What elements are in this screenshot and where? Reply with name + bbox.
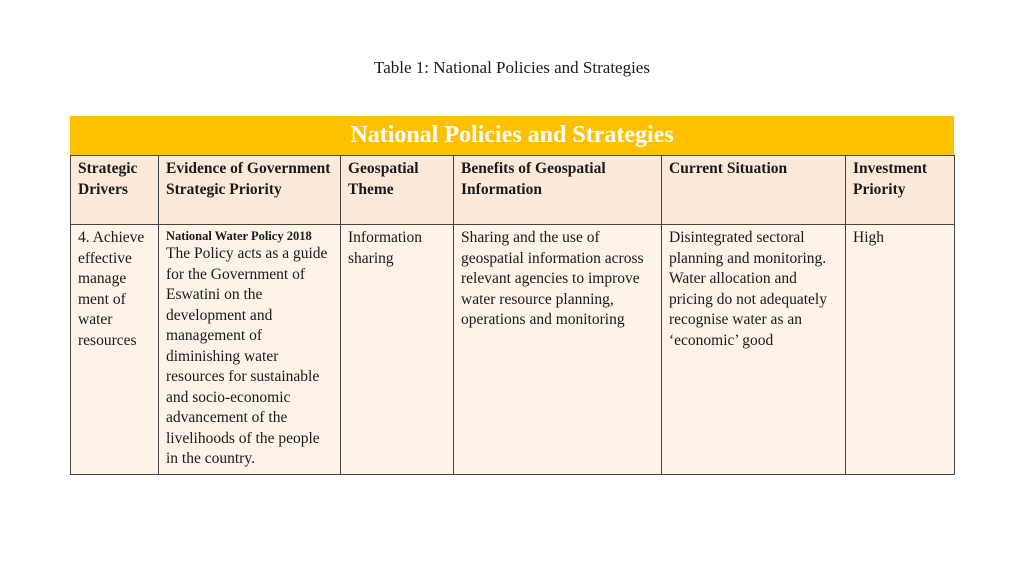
cell-evidence bbox=[159, 225, 341, 475]
evidence-body: The Policy acts as a guide for the Government of Eswatini on the development and management of diminishing water resources for sustainable and socio-economic advancement of the livelihoods of the people in the country. bbox=[166, 245, 328, 467]
table-header-row bbox=[71, 156, 955, 225]
header-investment-priority: Investment Priority bbox=[846, 156, 955, 225]
header-geospatial-theme: Geospatial Theme bbox=[341, 156, 454, 225]
cell-benefits: Sharing and the use of geospatial information across relevant agencies to improve water resource planning, operations and monitoring bbox=[454, 225, 662, 475]
policies-table bbox=[70, 155, 955, 475]
cell-geospatial-theme: Information sharing bbox=[341, 225, 454, 475]
cell-investment-priority: High bbox=[846, 225, 955, 475]
cell-strategic-driver: 4. Achieve effective manage ment of water resources bbox=[71, 225, 159, 475]
header-strategic-drivers: Strategic Drivers bbox=[71, 156, 159, 225]
evidence-title: National Water Policy 2018 bbox=[166, 229, 312, 243]
table-row bbox=[71, 225, 955, 475]
header-current-situation: Current Situation bbox=[662, 156, 846, 225]
header-evidence: Evidence of Government Strategic Priority bbox=[159, 156, 341, 225]
table-caption: Table 1: National Policies and Strategies bbox=[374, 58, 650, 77]
table-banner-title: National Policies and Strategies bbox=[70, 116, 954, 155]
header-benefits: Benefits of Geospatial Information bbox=[454, 156, 662, 225]
cell-current-situation: Disintegrated sectoral planning and monitoring. Water allocation and pricing do not adequately recognise water as an ‘economic’ good bbox=[662, 225, 846, 475]
